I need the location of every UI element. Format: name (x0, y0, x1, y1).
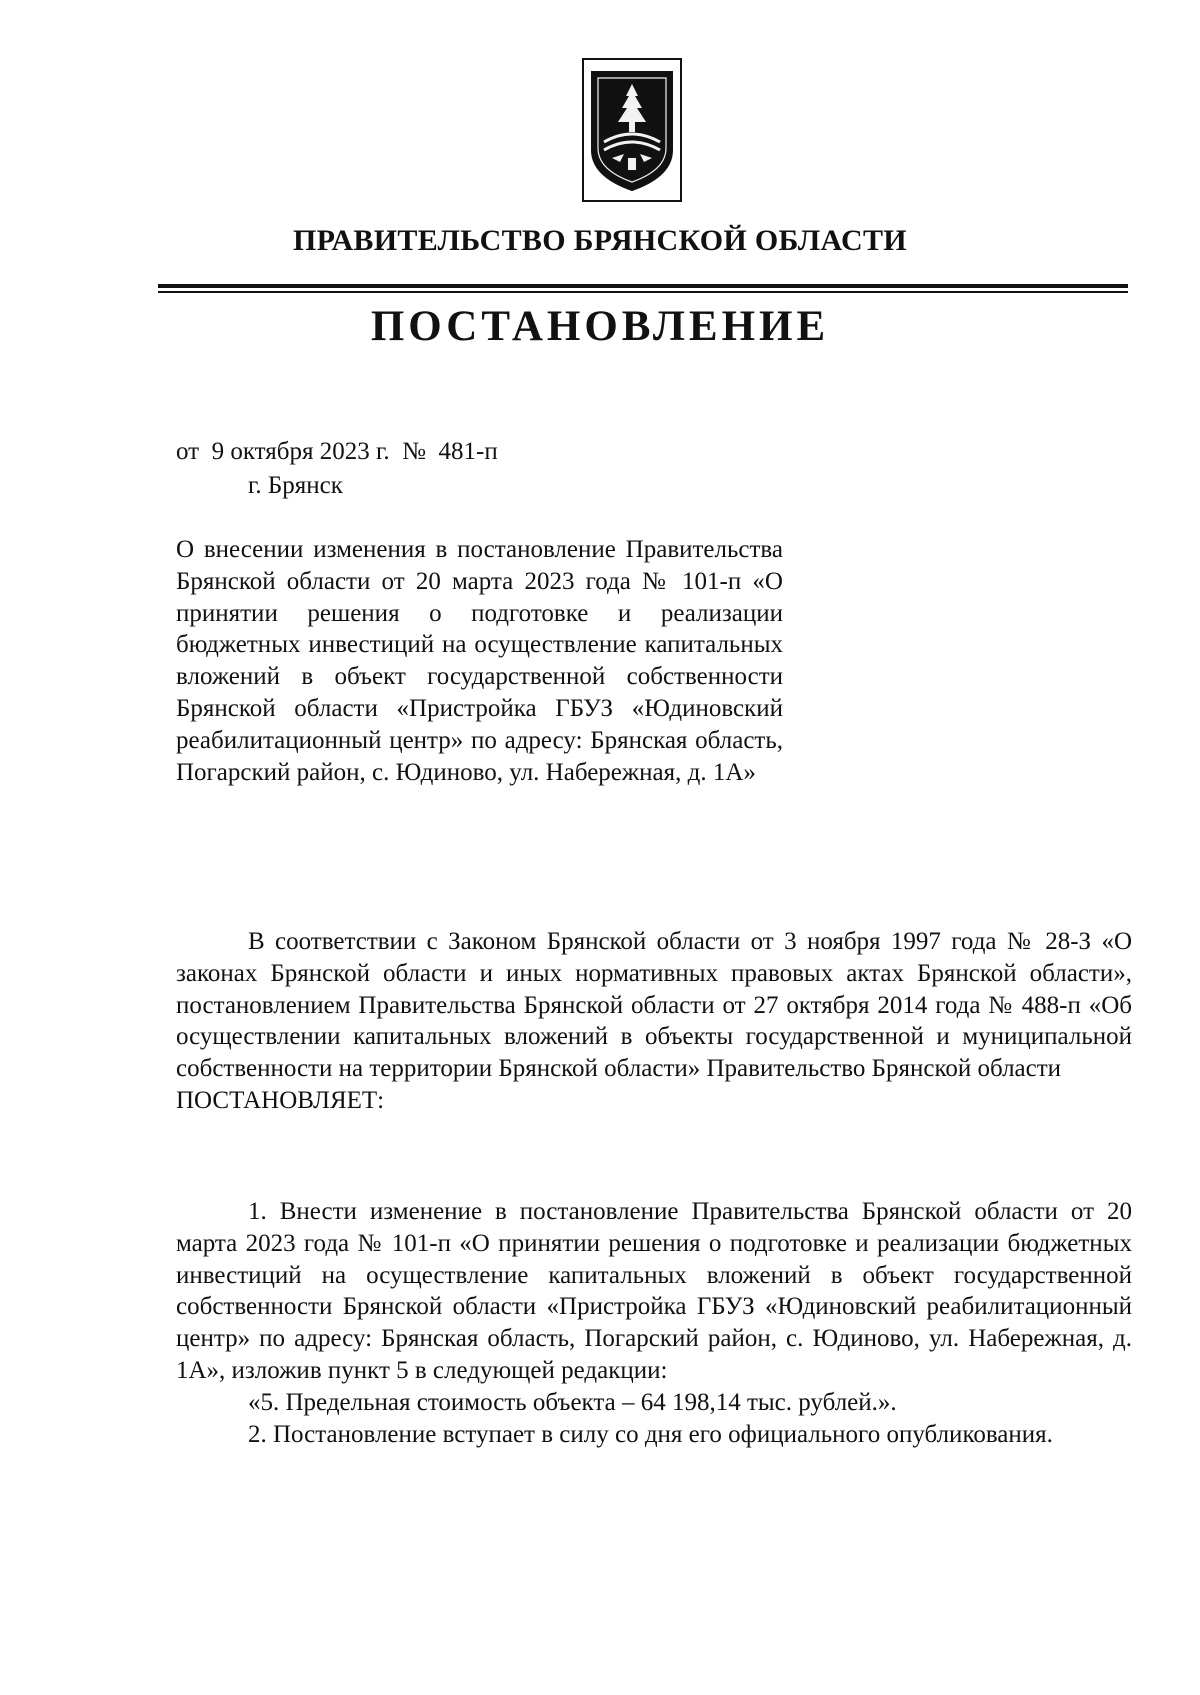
document-body (176, 926, 1132, 1117)
document-subject: О внесении изменения в постановление Правительства Брянской области от 20 марта 2023 года № 101-п «О принятии решения о подготовке и реализации бюджетных инвестиций на осуществление капитальных вложений в объект государственной собственности Брянской области «Пристройка ГБУЗ «Юдиновский реабилитационный центр» по адресу: Брянская область, Погарский район, с. Юдиново, ул. Набережная, д. 1А» (176, 536, 783, 786)
resolves-keyword: ПОСТАНОВЛЯЕТ: (176, 1086, 385, 1114)
resolution-item-quote: «5. Предельная стоимость объекта – 64 198,14 тыс. рублей.». (248, 1388, 897, 1416)
coat-of-arms-icon (582, 58, 682, 202)
resolution-items (176, 1196, 1132, 1450)
header-rule-thick (158, 284, 1128, 288)
header-rule-thin (158, 291, 1128, 293)
resolution-item-2: 2. Постановление вступает в силу со дня его официального опубликования. (248, 1420, 1053, 1448)
document-type-title: ПОСТАНОВЛЕНИЕ (370, 303, 830, 350)
city-line: г. Брянск (248, 472, 343, 499)
resolution-item-1: 1. Внести изменение в постановление Правительства Брянской области от 20 марта 2023 года № 101-п «О принятии решения о подготовке и реализации бюджетных инвестиций на осуществление капитальных вложений в объект государственной собственности Брянской области «Пристройка ГБУЗ «Юдиновский реабилитационный центр» по адресу: Брянская область, Погарский район, с. Юдиново, ул. Набережная, д. 1А», изложив пункт 5 в следующей редакции: (176, 1198, 1132, 1384)
date-number-line: от 9 октября 2023 г. № 481-п (176, 438, 498, 465)
government-title: ПРАВИТЕЛЬСТВО БРЯНСКОЙ ОБЛАСТИ (293, 224, 907, 257)
preamble-paragraph: В соответствии с Законом Брянской области от 3 ноября 1997 года № 28-З «О законах Брянской области и иных нормативных правовых актах Брянской области», постановлением Правительства Брянской области от 27 октября 2014 года № 488-п «Об осуществлении капитальных вложений в объекты государственной и муниципальной собственности на территории Брянской области» Правительство Брянской области (176, 928, 1132, 1083)
